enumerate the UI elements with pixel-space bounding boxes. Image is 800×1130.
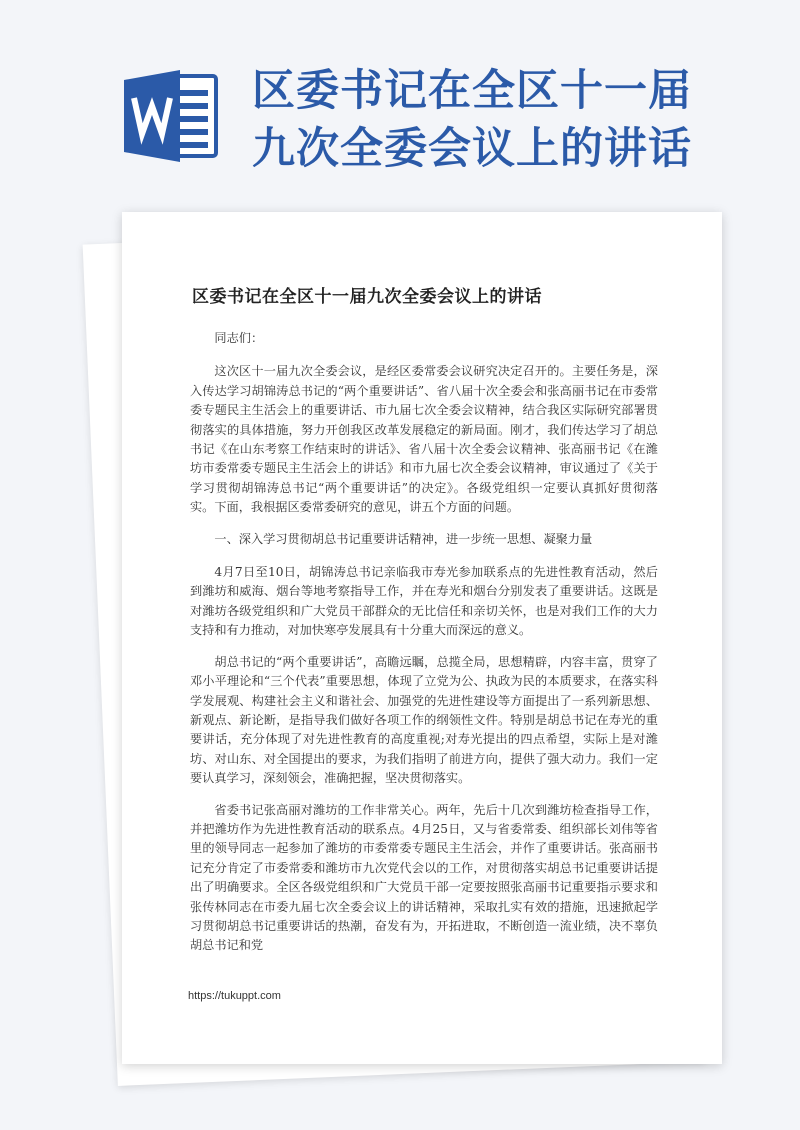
document-body [190,329,658,968]
paragraph: 这次区十一届九次全委会议，是经区委常委会议研究决定召开的。主要任务是，深入传达学习胡锦涛总书记的“两个重要讲话”、省八届十次全委会和张高丽书记在市委常委专题民主生活会上的重要讲话、市九届七次全委会议精神，结合我区实际研究部署贯彻落实的具体措施，努力开创我区改革发展稳定的新局面。刚才，我们传达学习了胡总书记《在山东考察工作结束时的讲话》、省八届十次全委会议精神、张高丽书记《在潍坊市委常委专题民主生活会上的讲话》和市九届七次全委会议精神，审议通过了《关于学习贯彻胡锦涛总书记“两个重要讲话”的决定》。各级党组织一定要认真抓好贯彻落实。下面，我根据区委常委研究的意见，讲五个方面的问题。 [190,364,658,515]
paragraph: 胡总书记的“两个重要讲话”，高瞻远瞩，总揽全局，思想精辟，内容丰富，贯穿了邓小平理论和“三个代表”重要思想，体现了立党为公、执政为民的本质要求，在落实科学发展观、构建社会主义和谐社会、加强党的先进性建设等方面提出了一系列新思想、新观点、新论断，是指导我们做好各项工作的纲领性文件。特别是胡总书记在寿光的重要讲话，充分体现了对先进性教育的高度重视;对寿光提出的四点希望，实际上是对潍坊、对山东、对全国提出的要求，为我们指明了前进方向，提供了强大动力。我们一定要认真学习，深刻领会，准确把握，坚决贯彻落实。 [190,654,658,786]
greeting: 同志们： [214,331,264,345]
banner-title-line-2: 九次全委会议上的讲话 [252,124,692,174]
source-url[interactable]: https://tukuppt.com [188,990,281,1002]
document-title: 区委书记在全区十一届九次全委会议上的讲话 [192,287,542,307]
word-app-icon [124,66,220,166]
banner-title-line-1: 区委书记在全区十一届 [252,66,692,116]
section-heading: 一、深入学习贯彻胡总书记重要讲话精神，进一步统一思想、凝聚力量 [214,531,593,546]
document-page [122,212,722,1064]
paragraph: 4月7日至10日，胡锦涛总书记亲临我市寿光参加联系点的先进性教育活动，然后到潍坊和威海、烟台等地考察指导工作，并在寿光和烟台分别发表了重要讲话。这既是对潍坊各级党组织和广大党员干部群众的无比信任和亲切关怀，也是对我们工作的大力支持和有力推动，对加快寒亭发展具有十分重大而深远的意义。 [190,565,658,638]
paragraph: 省委书记张高丽对潍坊的工作非常关心。两年，先后十几次到潍坊检查指导工作，并把潍坊作为先进性教育活动的联系点。4月25日，又与省委常委、组织部长刘伟等省里的领导同志一起参加了潍坊的市委常委专题民主生活会，并作了重要讲话。张高丽书记充分肯定了市委常委和潍坊市九次党代会以的工作，对贯彻落实胡总书记重要讲话提出了明确要求。全区各级党组织和广大党员干部一定要按照张高丽书记重要指示要求和张传林同志在市委九届七次全委会议上的讲话精神，采取扎实有效的措施，迅速掀起学习贯彻胡总书记重要讲话的热潮，奋发有为，开拓进取，不断创造一流业绩，决不辜负胡总书记和党 [190,802,658,953]
banner-title [252,62,782,178]
